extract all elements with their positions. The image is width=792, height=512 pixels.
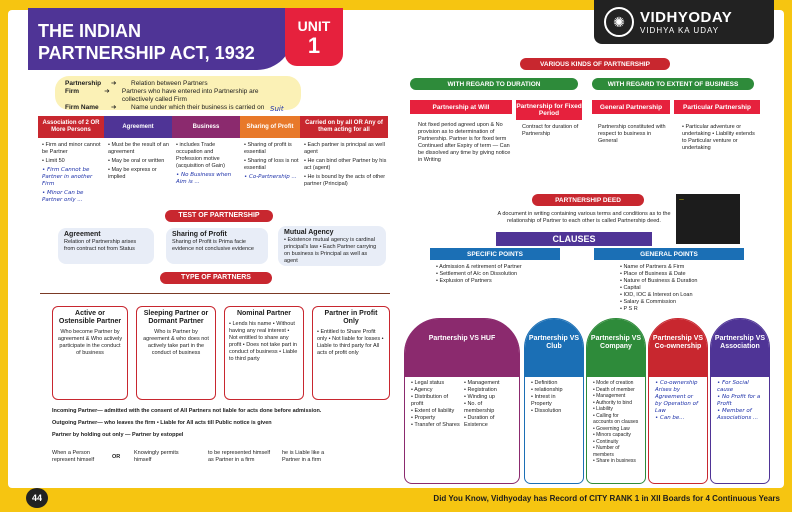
- connector-line: [40, 293, 390, 294]
- list-item: • Legal status: [411, 380, 445, 386]
- list-item: • Winding up: [464, 394, 495, 400]
- list-item: • Transfer of Shares: [411, 422, 460, 428]
- list-item: • Salary & Commission: [620, 299, 677, 305]
- compare-head: Partnership VS Company: [587, 319, 645, 377]
- test-card-head: Agreement: [64, 231, 101, 238]
- list-item: • Agency: [411, 387, 433, 393]
- title-line1: THE INDIAN: [38, 21, 141, 41]
- kind-text: • Particular adventure or undertaking • Liability extends to Particular venture or undertaking: [682, 124, 755, 151]
- title-line2: PARTNERSHIP ACT, 1932: [38, 43, 255, 63]
- list-item: • Firm and minor cannot be Partner: [42, 142, 101, 155]
- essential-head: Carried on by all OR Any of them acting for all: [300, 116, 388, 138]
- page-number: 44: [26, 488, 48, 508]
- essential-col: [176, 142, 238, 188]
- compare-head: Partnership VS HUF: [405, 319, 519, 377]
- list-item: • No Profit for a Profit: [717, 394, 761, 407]
- estoppel-part: Knowingly permits himself: [134, 450, 179, 463]
- list-item: • relationship: [531, 387, 563, 393]
- def-meaning: Name under which their business is carried on: [131, 104, 265, 111]
- type-card: [312, 306, 390, 400]
- kind-text: Contract for duration of Partnership: [522, 124, 579, 137]
- logo-icon: ✺: [604, 7, 634, 37]
- type-card-text: Who is Partner by agreement & who does not actively take part in the conduct of business: [143, 329, 209, 356]
- list-item: • Sharing of profit is essential: [244, 142, 292, 155]
- essential-head: Association of 2 OR More Persons: [38, 116, 104, 138]
- arrow-icon: ➔: [111, 80, 117, 87]
- list-item: • Nature of Business & Duration: [620, 278, 698, 284]
- compare-huf: [404, 318, 520, 484]
- compare-head: Partnership VS Association: [711, 319, 769, 377]
- list-item: • No. of membership: [464, 401, 495, 414]
- list-item: • Member of Associations ...: [717, 408, 759, 421]
- list-item: • Management: [593, 393, 626, 399]
- list-item: • Definition: [531, 380, 558, 386]
- essential-col: [304, 142, 388, 190]
- list-item: • Must be the result of an agreement: [108, 142, 169, 155]
- essential-head: Agreement: [104, 116, 172, 138]
- kinds-extent: WITH REGARD TO EXTENT OF BUSINESS: [592, 78, 754, 90]
- list-item: • IOD, IOC & Interest on Loan: [620, 292, 693, 298]
- compare-association: [710, 318, 770, 484]
- type-card-head: Sleeping Partner or Dormant Partner: [143, 310, 209, 325]
- test-card-text: Relation of Partnership arises from contract not from Status: [64, 239, 137, 252]
- list-item: • Capital: [620, 285, 641, 291]
- types-title: TYPE OF PARTNERS: [160, 272, 272, 284]
- kind-head: Partnership at Will: [410, 100, 512, 114]
- list-item: • Death of member: [593, 386, 635, 393]
- brand-logo: [594, 0, 774, 44]
- list-item: • Calling for accounts on clauses: [593, 412, 639, 425]
- list-item: • Intrest in Property: [531, 394, 556, 407]
- test-card: [58, 228, 154, 264]
- unit-badge: [285, 8, 343, 66]
- compare-company: [586, 318, 646, 484]
- def-term: Firm: [65, 88, 80, 95]
- kind-text: Partnership constituted with respect to business in General: [598, 124, 666, 144]
- essential-col: [244, 142, 300, 183]
- footer-note: Did You Know, Vidhyoday has Record of CITY RANK 1 in XII Boards for 4 Continuous Years: [433, 494, 780, 503]
- list-item: • May be express or implied: [108, 167, 157, 180]
- compare-head: Partnership VS Co-ownership: [649, 319, 707, 377]
- essential-col: [108, 142, 170, 183]
- list-item: • Limit 50: [42, 158, 65, 164]
- test-card-text: • Existence mutual agency is cardinal principal's law • Each Partner carrying on business is Principal as well as agent: [284, 237, 377, 264]
- def-term: Partnership: [65, 80, 102, 87]
- list-item: • Management: [464, 380, 500, 386]
- handnote-suit: Suit: [270, 105, 284, 113]
- general-list: [620, 264, 750, 313]
- test-card: [166, 228, 268, 264]
- list-item: • Can be...: [655, 415, 685, 421]
- unit-label: UNIT: [297, 18, 331, 34]
- def-meaning: Partners who have entered into Partnership are collectively called Firm: [121, 88, 259, 103]
- test-card-text: Sharing of Profit is Prima facie evidence not conclusive evidence: [172, 239, 254, 252]
- list-item: • includes Trade occupation and Profession motive (acquisition of Gain): [176, 142, 225, 169]
- list-item: • Name of Partners & Firm: [620, 264, 685, 270]
- list-item: • Distribution of profit: [411, 394, 449, 407]
- estoppel-part: When a Person represent himself: [52, 450, 95, 463]
- type-card: [52, 306, 128, 400]
- type-card: [136, 306, 216, 400]
- list-item: • Duration of Existence: [464, 415, 495, 428]
- list-item: • Authority to bind: [593, 399, 632, 406]
- list-item: • Firm Cannot be Partner in another Firm: [42, 167, 93, 187]
- type-card-head: Partner in Profit Only: [324, 310, 378, 325]
- brand-name: VIDHYODAY: [640, 9, 733, 26]
- deed-title: PARTNERSHIP DEED: [532, 194, 644, 206]
- test-title: TEST OF PARTNERSHIP: [165, 210, 273, 222]
- clauses-specific: SPECIFIC POINTS: [430, 248, 560, 260]
- arrow-icon: ➔: [104, 88, 110, 95]
- definitions-box: [55, 76, 301, 110]
- list-item: • Extent of liability: [411, 408, 455, 414]
- compare-coownership: [648, 318, 708, 484]
- unit-number: 1: [307, 33, 321, 58]
- list-item: • Share in business: [593, 458, 636, 464]
- brand-tagline: VIDHYA KA UDAY: [640, 26, 720, 35]
- list-item: • Settlement of A/c on Dissolution: [436, 271, 518, 277]
- kind-head: Particular Partnership: [674, 100, 760, 114]
- list-item: • Minors capacity: [593, 432, 631, 438]
- essential-head: Business: [172, 116, 240, 138]
- list-item: • Sharing of loss is not essential: [244, 158, 299, 171]
- list-item: • Number of members: [593, 445, 620, 458]
- list-item: • May be oral or written: [108, 158, 165, 164]
- test-card-head: Mutual Agency: [284, 229, 334, 236]
- estoppel-part: OR: [112, 454, 121, 460]
- def-term: Firm Name: [65, 104, 99, 111]
- essential-head: Sharing of Profit: [240, 116, 300, 138]
- outgoing-partner: Outgoing Partner— who leaves the firm • Liable for All acts till Public notice is given: [52, 420, 272, 426]
- estoppel-partner: Partner by holding out only — Partner by estoppel: [52, 432, 184, 438]
- kind-head: General Partnership: [592, 100, 670, 114]
- incoming-partner: Incoming Partner— admitted with the consent of All Partners not liable for acts done before admission.: [52, 408, 322, 414]
- list-item: • Minor Can be Partner only ...: [42, 190, 84, 203]
- list-item: • He is bound by the acts of other partner (Principal): [304, 174, 386, 187]
- list-item: • Liability: [593, 406, 613, 412]
- deed-note: —: [676, 194, 740, 244]
- list-item: • Place of Business & Date: [620, 271, 686, 277]
- type-card-text: • Entitled to Share Profit only • Not liable for losses • Liable to third party for All acts of profit only: [317, 329, 384, 356]
- compare-head: Partnership VS Club: [525, 319, 583, 377]
- kinds-duration: WITH REGARD TO DURATION: [410, 78, 578, 90]
- deed-text: A document in writing containing various terms and conditions as to the relationship of Partner to each other is called Partnership deed.: [497, 211, 671, 224]
- list-item: • He can bind other Partner by his act (agent): [304, 158, 387, 171]
- type-card-head: Active or Ostensible Partner: [58, 310, 122, 325]
- list-item: • No Business when Aim is ...: [176, 172, 232, 185]
- list-item: • Governing Law: [593, 425, 630, 432]
- specific-list: [436, 264, 566, 285]
- page-title: [28, 8, 293, 70]
- kinds-title: VARIOUS KINDS OF PARTNERSHIP: [520, 58, 670, 70]
- list-item: • P S R: [620, 306, 638, 312]
- test-card-head: Sharing of Profit: [172, 231, 227, 238]
- list-item: • Continuity: [593, 438, 619, 445]
- list-item: • Property: [411, 415, 436, 421]
- def-meaning: Relation between Partners: [131, 80, 208, 87]
- estoppel-part: to be represented himself as Partner in a firm: [208, 450, 271, 463]
- kind-head: Partnership for Fixed Period: [516, 100, 582, 120]
- type-card: [224, 306, 304, 400]
- list-item: • Co-ownership Arises by Agreement or by Operation of Law: [655, 380, 698, 414]
- arrow-icon: ➔: [111, 104, 117, 111]
- list-item: • Explusion of Partners: [436, 278, 492, 284]
- list-item: • Mode of creation: [593, 380, 634, 386]
- essential-col: [42, 142, 102, 206]
- list-item: • Admission & retirement of Partner: [436, 264, 522, 270]
- list-item: • Each partner is principal as well agent: [304, 142, 385, 155]
- list-item: • Registration: [464, 387, 497, 393]
- clauses-general: GENERAL POINTS: [594, 248, 744, 260]
- type-card-head: Nominal Partner: [236, 310, 292, 317]
- type-card-text: Who become Partner by agreement & Who actively participate in the conduct of business: [57, 329, 123, 356]
- list-item: • For Social cause: [717, 380, 749, 393]
- estoppel-part: he is Liable like a Partner in a firm: [282, 450, 325, 463]
- list-item: • Co-Partnership ...: [244, 174, 297, 180]
- type-card-text: • Lends his name • Without having any real interest • Not entitled to share any profit • Does not take part in conduct of business • Liable to third party: [229, 321, 298, 362]
- test-card: [278, 226, 386, 266]
- compare-club: [524, 318, 584, 484]
- clauses-title: CLAUSES: [496, 232, 652, 246]
- list-item: • Dissolution: [531, 408, 562, 414]
- kind-text: Not fixed period agreed upon & No provision as to determination of Partnership. Partner is for fixed term Continued after Expiry of term — Can be dissolved any time by giving notice in Writing: [418, 122, 511, 163]
